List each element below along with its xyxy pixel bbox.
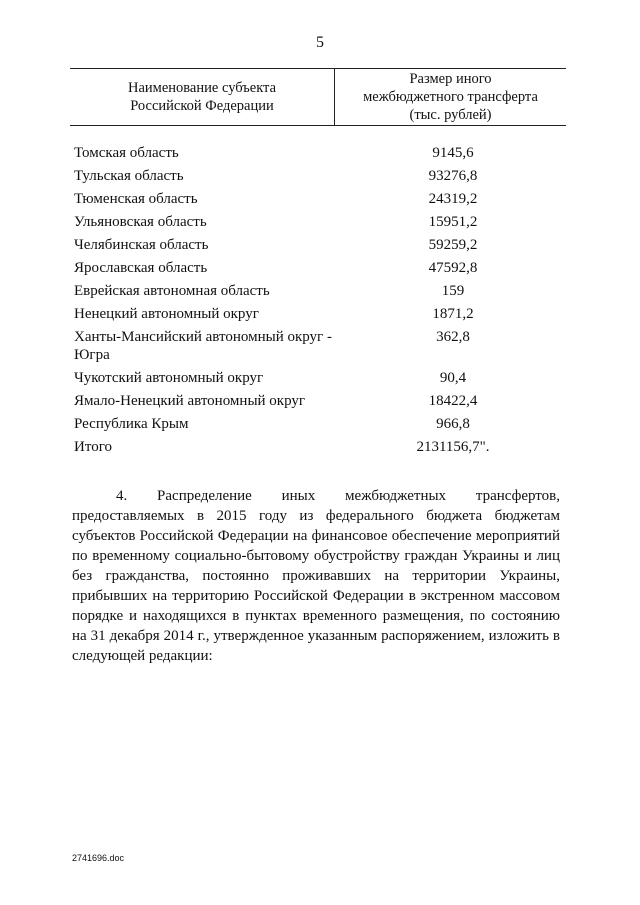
table-row	[70, 282, 566, 300]
paragraph-text: 4. Распределение иных межбюджетных трансфертов, предоставляемых в 2015 году из федерального бюджета бюджетам субъектов Российской Федерации на финансовое обеспечение мероприятий по временному социально-бытовому обустройству граждан Украины и лиц без гражданства, постоянно проживавших на территории Украины, прибывших на территорию Российской Федерации в экстренном массовом порядке и находящихся в пунктах временного размещения, по состоянию на 31 декабря 2014 г., утвержденное указанным распоряжением, изложить в следующей редакции:	[72, 488, 560, 664]
subject-name: Ханты-Мансийский автономный округ - Югра	[74, 329, 332, 363]
header-subject	[70, 69, 335, 125]
table-row	[70, 213, 566, 231]
table-row	[70, 190, 566, 208]
table-row	[70, 167, 566, 185]
header-amount-line: Размер иного	[409, 71, 492, 87]
header-amount-line: (тыс. рублей)	[409, 107, 492, 123]
transfer-amount: 966,8	[436, 416, 470, 432]
table-row	[70, 369, 566, 387]
table-row-total	[70, 438, 566, 456]
transfer-amount: 1871,2	[432, 306, 474, 322]
subject-name: Чукотский автономный округ	[74, 370, 264, 386]
document-footer: 2741696.doc	[72, 853, 125, 863]
subject-name: Тульская область	[74, 168, 184, 184]
table-header	[70, 68, 566, 126]
header-subject-line: Российской Федерации	[130, 98, 274, 114]
table-row	[70, 259, 566, 277]
table-row	[70, 144, 566, 162]
subject-name: Республика Крым	[74, 416, 189, 432]
transfer-amount: 90,4	[439, 370, 467, 386]
subject-name: Еврейская автономная область	[74, 283, 270, 299]
transfer-amount: 47592,8	[428, 260, 478, 276]
subject-name: Челябинская область	[74, 237, 209, 253]
table-row	[70, 305, 566, 323]
header-amount-line: межбюджетного трансферта	[363, 89, 538, 105]
total-label: Итого	[74, 439, 112, 455]
subject-name: Тюменская область	[74, 191, 198, 207]
transfer-amount: 159	[441, 283, 465, 299]
amendment-paragraph	[72, 486, 560, 666]
subject-name: Ямало-Ненецкий автономный округ	[74, 393, 306, 409]
transfer-amount: 362,8	[436, 329, 470, 345]
transfer-amount: 18422,4	[428, 393, 478, 409]
header-subject-line: Наименование субъекта	[127, 80, 277, 96]
page-number: 5	[316, 34, 324, 51]
table-row	[70, 415, 566, 433]
subject-name: Томская область	[74, 145, 179, 161]
total-amount: 2131156,7".	[416, 439, 490, 455]
transfer-amount: 9145,6	[432, 145, 474, 161]
header-amount	[335, 69, 566, 125]
subject-name: Ненецкий автономный округ	[74, 306, 259, 322]
transfer-amount: 15951,2	[428, 214, 478, 230]
transfer-amount: 24319,2	[428, 191, 478, 207]
subject-name: Ярославская область	[74, 260, 208, 276]
transfer-amount: 93276,8	[428, 168, 478, 184]
table-row	[70, 236, 566, 254]
subject-name: Ульяновская область	[74, 214, 207, 230]
table-row	[70, 328, 566, 364]
transfer-table	[70, 68, 566, 461]
table-row	[70, 392, 566, 410]
table-body	[70, 144, 566, 456]
transfer-amount: 59259,2	[428, 237, 478, 253]
